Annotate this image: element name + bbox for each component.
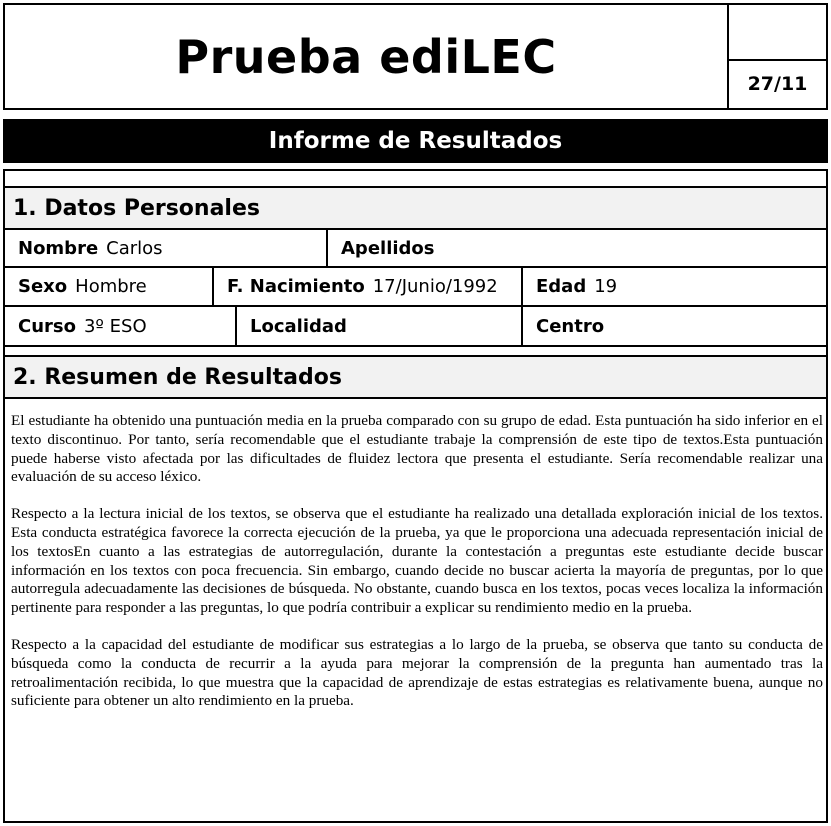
value-sexo: Hombre [75,276,147,297]
field-edad [521,268,826,305]
header-empty-cell [729,5,826,61]
report-title: Prueba ediLEC [175,29,557,84]
results-banner: Informe de Resultados [3,119,828,163]
section-personal-data-title: 1. Datos Personales [5,186,826,230]
label-nombre: Nombre [18,237,99,259]
label-centro: Centro [536,315,605,337]
value-nombre: Carlos [106,237,163,259]
label-localidad: Localidad [250,315,347,337]
summary-paragraph: Respecto a la lectura inicial de los textos, se observa que el estudiante ha realizado una detallada exploración inicial de los textos. Esta conducta estratégica favorece la correcta ejecución de la prueba, ya que le proporciona una adecuada representación inicial de los textosEn cuanto a las estrategias de autorregulación, durante la contestación a preguntas este estudiante decide buscar información en los textos con poca frecuencia. Sin embargo, cuando decide no buscar acierta la mayoría de preguntas, por lo que autorregula adecuadamente las decisiones de búsqueda. No obstante, cuando busca en los textos, pocas veces localiza la información pertinente para responder a las preguntas, lo que podría contribuir a explicar su rendimiento medio en la prueba. [11,505,823,617]
field-nacimiento [212,268,521,305]
field-nombre [5,230,326,266]
section-results-summary-title: 2. Resumen de Resultados [5,355,826,399]
field-centro [521,307,826,345]
row-course-location-school [5,307,826,347]
summary-paragraph: Respecto a la capacidad del estudiante de modificar sus estrategias a lo largo de la prueba, se observa que tanto su conducta de búsqueda como la conducta de recurrir a la ayuda para mejorar la comprensión de la pregunta han aumentado tras la retroalimentación recibida, lo que muestra que la capacidad de aprendizaje de estas estrategias es relativamente buena, aunque no suficiente para obtener un alto rendimiento en la prueba. [11,635,823,710]
field-curso [5,307,235,345]
report-date: 27/11 [747,72,808,95]
value-edad: 19 [594,276,618,297]
row-name [5,230,826,268]
label-apellidos: Apellidos [341,237,435,259]
label-sexo: Sexo [18,276,68,297]
field-apellidos [326,230,826,266]
header-side-box [727,5,826,108]
summary-paragraph: El estudiante ha obtenido una puntuación media en la prueba comparado con su grupo de edad. Esta puntuación ha sido inferior en el texto discontinuo. Por tanto, sería recomendable que el estudiante trabaje la comprensión de este tipo de textos.Esta puntuación puede haberse visto afectada por las dificultades de fluidez lectora que presenta el estudiante. Sería recomendable realizar una evaluación de su acceso léxico. [11,412,823,486]
label-edad: Edad [536,276,587,297]
results-summary-text [11,412,823,729]
row-sex-birth-age [5,268,826,307]
report-header [3,3,828,110]
field-sexo [5,268,212,305]
top-divider [5,169,826,186]
label-curso: Curso [18,315,76,337]
value-nacimiento: 17/Junio/1992 [372,276,498,297]
label-nacimiento: F. Nacimiento [227,276,365,297]
report-body-frame [3,169,828,823]
field-localidad [235,307,521,345]
value-curso: 3º ESO [83,315,147,337]
